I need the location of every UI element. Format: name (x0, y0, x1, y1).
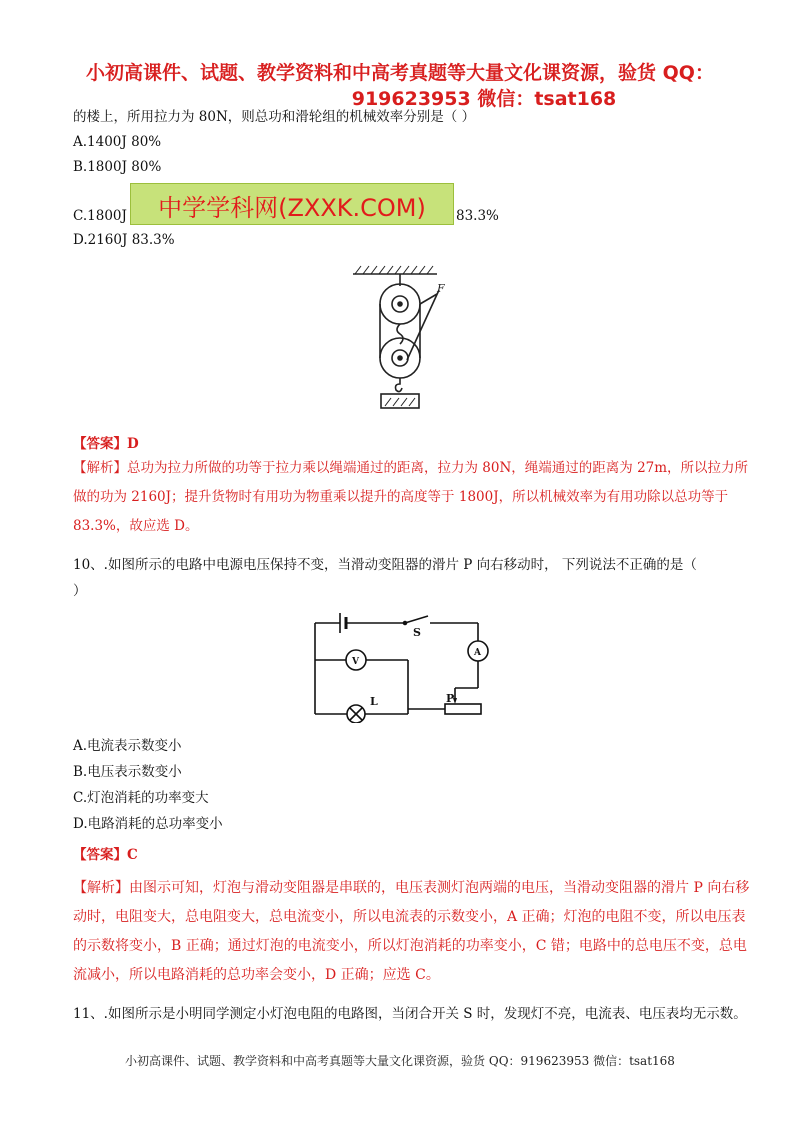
q9-analysis: 【解析】总功为拉力所做的功等于拉力乘以绳端通过的距离，拉力为 80N，绳端通过的距离为 27m，所以拉力所做的功为 2160J；提升货物时有用功为物重乘以提升的高度等于 1800J，所以机械效率为有用功除以总功等于 83.3%，故应选 D。 (73, 460, 749, 534)
q10-option-b: B.电压表示数变小 (73, 764, 182, 780)
q10-stem-tail: ） (73, 583, 87, 599)
circuit-lamp-label: L (370, 695, 378, 708)
q9-stem: 的楼上，所用拉力为 80N，则总功和滑轮组的机械效率分别是（ ） (73, 109, 476, 125)
q10-option-a: A.电流表示数变小 (73, 738, 182, 754)
q11-stem: 11、.如图所示是小明同学测定小灯泡电阻的电路图，当闭合开关 S 时，发现灯不亮，电流表、电压表均无示数。 (73, 1006, 747, 1022)
q9-option-b: B.1800J 80% (73, 159, 162, 175)
page-footer: 小初高课件、试题、教学资料和中高考真题等大量文化课资源，验货 QQ：919623953 微信：tsat168 (125, 1054, 675, 1068)
circuit-diagram (310, 608, 500, 723)
pulley-force-label: F (437, 282, 445, 295)
q10-option-c: C.灯泡消耗的功率变大 (73, 790, 209, 806)
circuit-ammeter-label: A (474, 648, 481, 658)
header-line-1: 小初高课件、试题、教学资料和中高考真题等大量文化课资源，验货 QQ： (86, 62, 714, 84)
q10-stem: 10、.如图所示的电路中电源电压保持不变，当滑动变阻器的滑片 P 向右移动时， 下列说法不正确的是（ (73, 557, 697, 573)
q9-option-d: D.2160J 83.3% (73, 232, 175, 248)
q10-option-d: D.电路消耗的总功率变小 (73, 816, 223, 832)
header-line-2: 919623953 微信：tsat168 (351, 88, 617, 110)
q9-option-a: A.1400J 80% (73, 134, 162, 150)
q10-analysis: 【解析】由图示可知，灯泡与滑动变阻器是串联的，电压表测灯泡两端的电压，当滑动变阻器的滑片 P 向右移动时，电阻变大，总电阻变大，总电流变小，所以电流表的示数变小，A 正确；灯泡的电阻不变，所以电压表的示数将变小，B 正确；通过灯泡的电流变小，所以灯泡消耗的功率变小，C 错；电路中的总电压不变，总电流减小，所以电路消耗的总功率会变小，D 正确；应选 C。 (73, 880, 750, 983)
circuit-slider-label: P (446, 692, 455, 705)
pulley-figure (345, 262, 445, 412)
circuit-switch-label: S (413, 626, 421, 639)
q10-answer: 【答案】C (73, 847, 138, 863)
watermark-banner (130, 183, 454, 225)
q9-answer: 【答案】D (73, 436, 139, 452)
circuit-voltmeter-label: V (352, 657, 359, 667)
watermark-text: 中学学科网(ZXXK.COM) (158, 194, 426, 222)
q9-option-c-tail: 83.3% (456, 208, 499, 224)
q9-option-c: C.1800J (73, 208, 127, 224)
